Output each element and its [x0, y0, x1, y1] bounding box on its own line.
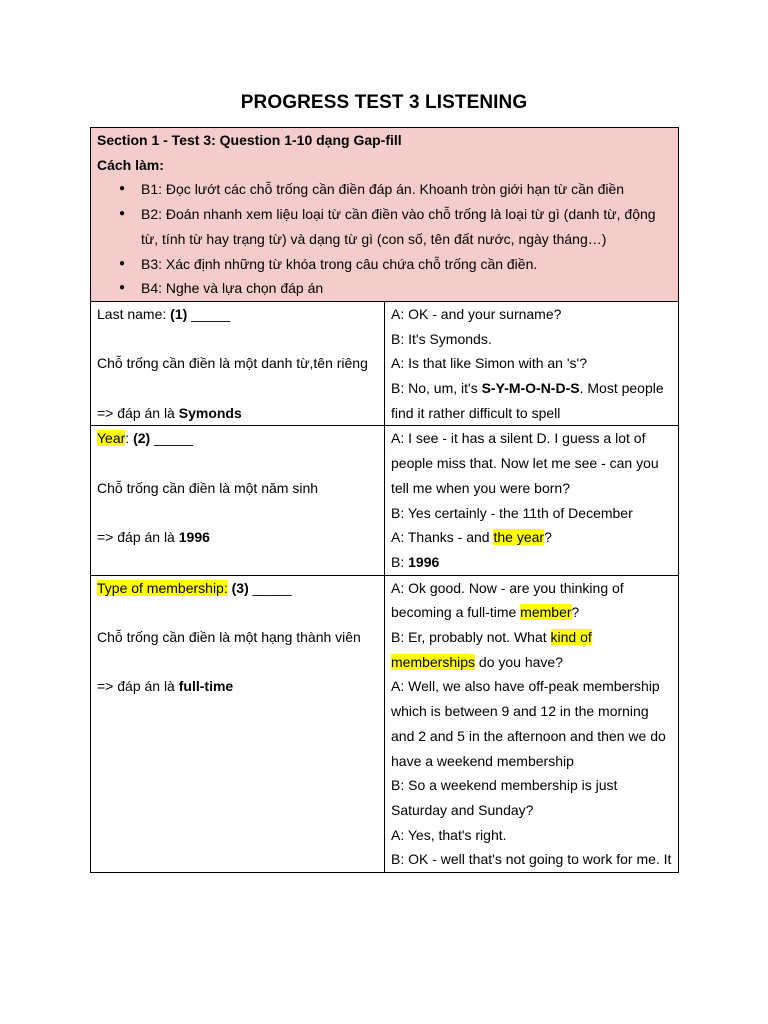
dialogue-line: B: OK - well that's not going to work for me. It [391, 851, 672, 868]
dialogue-line: B: So a weekend membership is just Saturday and Sunday? [391, 777, 618, 818]
dialogue-line: A: Is that like Simon with an 's'? [391, 355, 587, 372]
dialogue-line: B: Yes certainly - the 11th of December [391, 504, 633, 521]
hint-text: Chỗ trống cần điền là một hạng thành viên [97, 629, 361, 646]
keyword-highlight: kind of memberships [391, 629, 592, 670]
dialogue-text: B: Er, probably not. What [391, 629, 547, 646]
hint-text: Chỗ trống cần điền là một danh từ,tên riêng [97, 355, 368, 372]
dialogue-text: B: [391, 553, 405, 570]
question-field: Year: (2) _____ [97, 430, 194, 447]
answer-value: full-time [178, 678, 234, 695]
dialogue-line [391, 525, 672, 550]
dialogue-line: A: Yes, that's right. [391, 826, 507, 843]
answer-blank: _____ [252, 579, 292, 596]
question-row [91, 301, 679, 426]
question-cell [91, 301, 385, 426]
dialogue-line: A: Well, we also have off-peak membership which is between 9 and 12 in the morning and 2 and 5 in the afternoon and then we do have a weekend membership [391, 678, 666, 769]
dialogue-line [391, 576, 672, 625]
keyword-highlight: member [520, 604, 572, 621]
steps-list [97, 177, 672, 301]
document-title: PROGRESS TEST 3 LISTENING [240, 92, 528, 113]
answer-prefix: => đáp án là [97, 404, 175, 421]
step-item: ● B4: Nghe và lựa chọn đáp án [141, 276, 672, 301]
dialogue-text: ? [544, 529, 552, 546]
answer-line [97, 674, 378, 699]
section-header-cell [91, 128, 679, 302]
field-label: Last name: [97, 305, 167, 322]
step-item: ● B1: Đọc lướt các chỗ trống cần điền đáp án. Khoanh tròn giới hạn từ cần điền [141, 177, 672, 202]
dialogue-cell [385, 426, 679, 575]
content-table [90, 127, 679, 873]
answer-value: 1996 [178, 529, 210, 546]
field-number: (3) [231, 579, 249, 596]
dialogue-line: A: OK - and your surname? [391, 305, 562, 322]
dialogue-text: do you have? [478, 653, 563, 670]
dialogue-line: B: It's Symonds. [391, 330, 492, 347]
dialogue-text: A: Ok good. Now - are you thinking of becoming a full-time [391, 579, 624, 621]
dialogue-line [391, 625, 672, 674]
dialogue-line: A: I see - it has a silent D. I guess a lot of people miss that. Now let me see - can you tell me when you were born? [391, 430, 659, 496]
dialogue-answer: 1996 [408, 553, 440, 570]
field-number: (1) [170, 305, 188, 322]
question-cell [91, 575, 385, 872]
answer-prefix: => đáp án là [97, 529, 175, 546]
dialogue-text: A: Thanks - and [391, 529, 490, 546]
question-row [91, 575, 679, 872]
dialogue-line [391, 550, 672, 575]
hint-text: Chỗ trống cần điền là một năm sinh [97, 479, 319, 496]
field-label: Year [97, 430, 126, 447]
step-item: ● B2: Đoán nhanh xem liệu loại từ cần điền vào chỗ trống là loại từ gì (danh từ, động từ, tính từ hay trạng từ) và dạng từ gì (con số, tên đất nước, ngày tháng…) [141, 202, 672, 251]
spelled-answer: S-Y-M-O-N-D-S [481, 380, 580, 397]
dialogue-cell [385, 575, 679, 872]
answer-value: Symonds [178, 404, 242, 421]
field-number: (2) [133, 430, 151, 447]
question-field [97, 576, 378, 601]
field-label: Type of membership: [97, 579, 228, 596]
section-title: Section 1 - Test 3: Question 1-10 dạng Gap-fill [97, 132, 402, 148]
dialogue-cell [385, 301, 679, 426]
dialogue-line [391, 376, 672, 425]
answer-prefix: => đáp án là [97, 678, 175, 695]
answer-line [97, 525, 378, 550]
question-row [91, 426, 679, 575]
question-field [97, 302, 378, 327]
answer-blank: _____ [154, 430, 194, 447]
dialogue-text: ? [571, 604, 580, 621]
section-header-row [91, 128, 679, 302]
step-item: ● B3: Xác định những từ khóa trong câu chứa chỗ trống cần điền. [141, 252, 672, 277]
dialogue-text: B: No, um, it's [391, 380, 478, 397]
answer-blank: _____ [191, 305, 231, 322]
keyword-highlight: the year [493, 529, 545, 546]
question-cell [91, 426, 385, 575]
method-label: Cách làm: [97, 156, 164, 173]
answer-line [97, 401, 378, 426]
dialogue-text: . Most people find it rather difficult to spell [391, 380, 664, 421]
